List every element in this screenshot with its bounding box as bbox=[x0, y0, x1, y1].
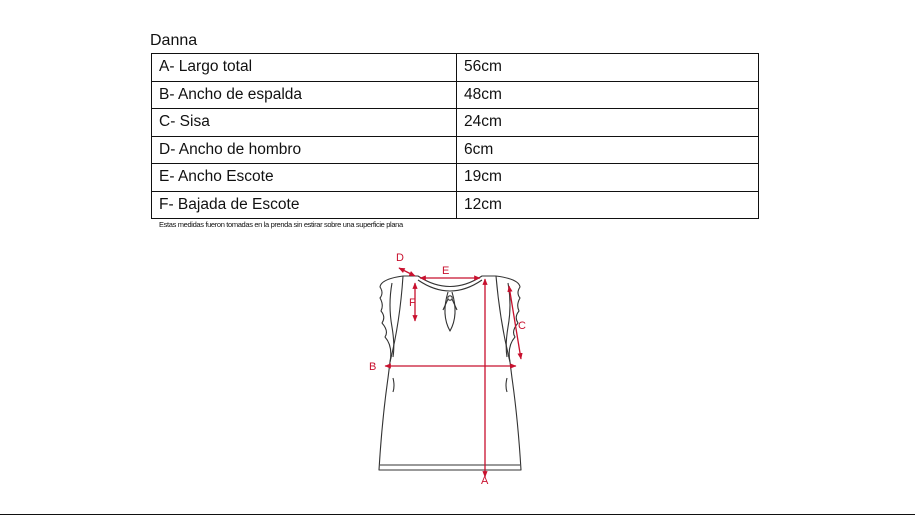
measurement-name: B- Ancho de espalda bbox=[152, 81, 457, 109]
label-a: A bbox=[481, 475, 489, 487]
label-e: E bbox=[442, 265, 450, 277]
measurement-note: Estas medidas fueron tomadas en la prenda sin estirar sobre una superficie plana bbox=[159, 220, 403, 229]
label-f: F bbox=[409, 297, 416, 309]
measurement-name: A- Largo total bbox=[152, 54, 457, 82]
measurement-value: 6cm bbox=[457, 136, 759, 164]
document-title: Danna bbox=[150, 32, 198, 49]
measurement-name: E- Ancho Escote bbox=[152, 164, 457, 192]
measurement-name: D- Ancho de hombro bbox=[152, 136, 457, 164]
measurement-value: 24cm bbox=[457, 109, 759, 137]
measure-lines bbox=[385, 268, 521, 477]
measurement-value: 48cm bbox=[457, 81, 759, 109]
measure-line-d bbox=[399, 268, 415, 276]
measurement-value: 19cm bbox=[457, 164, 759, 192]
label-d: D bbox=[396, 252, 404, 264]
measurement-name: C- Sisa bbox=[152, 109, 457, 137]
measurement-value: 12cm bbox=[457, 191, 759, 219]
measurement-value: 56cm bbox=[457, 54, 759, 82]
label-c: C bbox=[518, 320, 526, 332]
label-b: B bbox=[369, 361, 377, 373]
garment-outline bbox=[379, 276, 521, 470]
measurement-name: F- Bajada de Escote bbox=[152, 191, 457, 219]
